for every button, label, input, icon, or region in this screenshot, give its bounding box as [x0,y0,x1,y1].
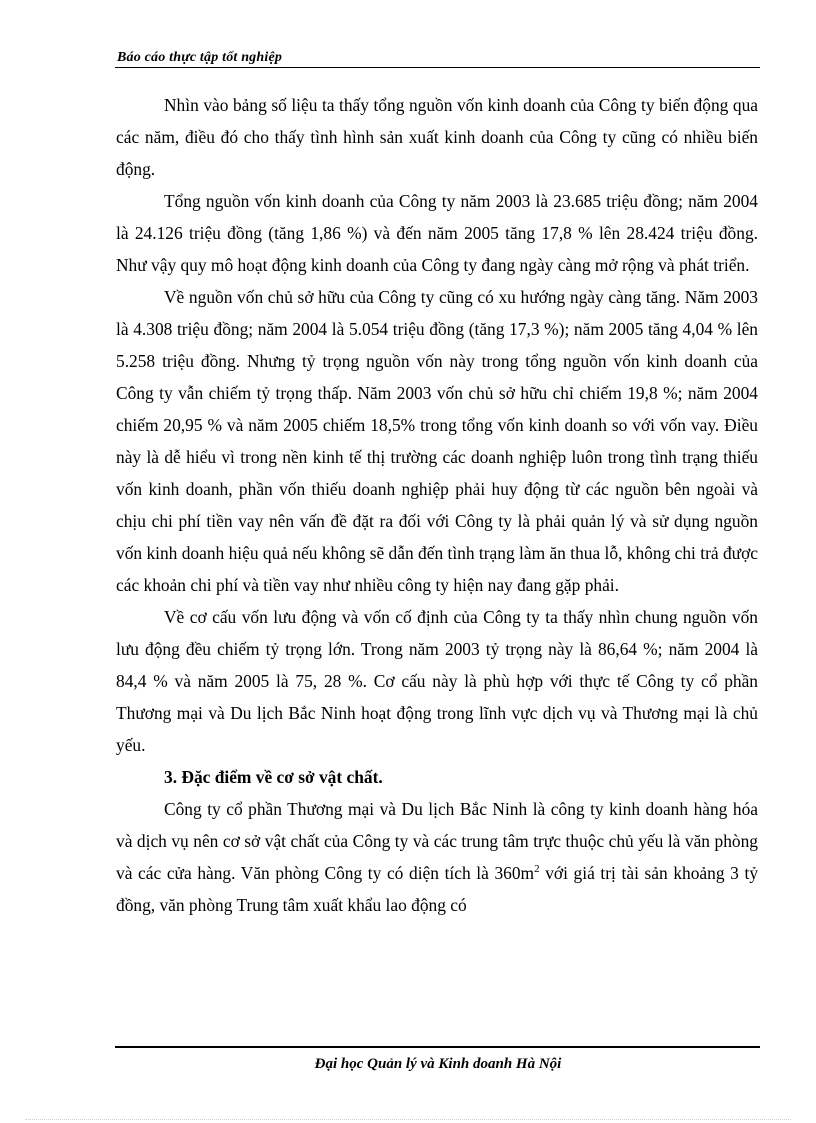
footer-divider [115,1046,760,1048]
superscript-2: 2 [534,863,540,876]
header-divider [115,67,760,68]
paragraph-5-text-b: với giá trị tài sản khoảng 3 tỷ đồng, văn phòng Trung tâm xuất khẩu lao động có [116,863,759,915]
paragraph-4: Về cơ cấu vốn lưu động và vốn cố định của Công ty ta thấy nhìn chung nguồn vốn lưu động đều chiếm tỷ trọng lớn. Trong năm 2003 tỷ trọng này là 86,64 %; năm 2004 là 84,4 % và năm 2005 là 75, 28 %. Cơ cấu này là phù hợp với thực tế Công ty cổ phần Thương mại và Du lịch Bắc Ninh hoạt động trong lĩnh vực dịch vụ và Thương mại là chủ yếu. [116,607,758,755]
page-footer-text: Đại học Quản lý và Kinh doanh Hà Nội [314,1056,562,1072]
page-bottom-dotted-line [25,1119,791,1120]
paragraph-3: Về nguồn vốn chủ sở hữu của Công ty cũng có xu hướng ngày càng tăng. Năm 2003 là 4.308 triệu đồng; năm 2004 là 5.054 triệu đồng (tăng 17,3 %); năm 2005 tăng 4,04 % lên 5.258 triệu đồng. Nhưng tỷ trọng nguồn vốn này trong tổng nguồn vốn kinh doanh của Công ty vẫn chiếm tỷ trọng thấp. Năm 2003 vốn chủ sở hữu chỉ chiếm 19,8 %; năm 2004 chiếm 20,95 % và năm 2005 chiếm 18,5% trong tổng vốn kinh doanh so với vốn vay. Điều này là dễ hiểu vì trong nền kinh tế thị trường các doanh nghiệp luôn trong tình trạng thiếu vốn kinh doanh, phần vốn thiếu doanh nghiệp phải huy động từ các nguồn bên ngoài và chịu chi phí tiền vay nên vấn đề đặt ra đối với Công ty là phải quản lý và sử dụng nguồn vốn kinh doanh hiệu quả nếu không sẽ dẫn đến tình trạng làm ăn thua lỗ, không chi trả được các khoản chi phí và tiền vay như nhiều công ty hiện nay đang gặp phải. [116,287,758,595]
paragraph-2: Tổng nguồn vốn kinh doanh của Công ty năm 2003 là 23.685 triệu đồng; năm 2004 là 24.126 triệu đồng (tăng 1,86 %) và đến năm 2005 tăng 17,8 % lên 28.424 triệu đồng. Như vậy quy mô hoạt động kinh doanh của Công ty đang ngày càng mở rộng và phát triển. [116,191,758,275]
section-heading-3: 3. Đặc điểm về cơ sở vật chất. [164,767,383,787]
paragraph-5 [116,793,758,921]
paragraph-1: Nhìn vào bảng số liệu ta thấy tổng nguồn vốn kinh doanh của Công ty biến động qua các năm, điều đó cho thấy tình hình sản xuất kinh doanh của Công ty cũng có nhiều biến động. [116,95,758,179]
page-header-title: Báo cáo thực tập tốt nghiệp [117,50,283,65]
document-body [116,89,758,921]
paragraph-5-text-a: Công ty cổ phần Thương mại và Du lịch Bắc Ninh là công ty kinh doanh hàng hóa và dịch vụ nên cơ sở vật chất của Công ty và các trung tâm trực thuộc chủ yếu là văn phòng và các cửa hàng. Văn phòng Công ty có diện tích là 360m [116,799,758,883]
